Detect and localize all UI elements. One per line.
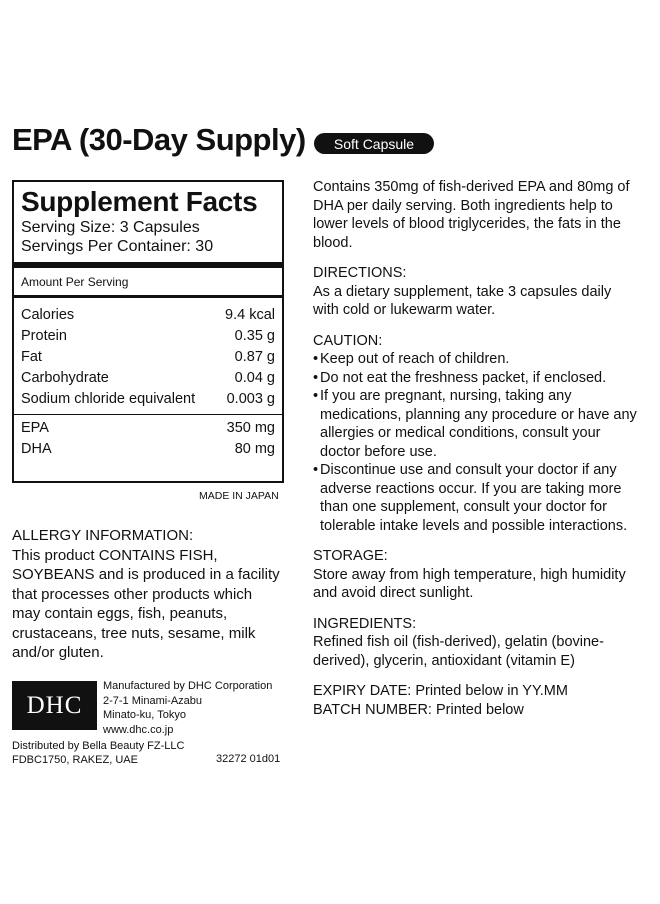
nutrient-name: Protein xyxy=(21,328,67,344)
omega-name: DHA xyxy=(21,441,52,457)
omega-value: 350 mg xyxy=(226,420,275,436)
nutrient-row xyxy=(21,305,275,326)
directions-text: As a dietary supplement, take 3 capsules daily with cold or lukewarm water. xyxy=(313,283,612,318)
nutrient-value: 0.35 g xyxy=(234,328,275,344)
nutrient-row xyxy=(21,368,275,389)
nutrient-name: Sodium chloride equivalent xyxy=(21,391,196,407)
allergy-text: This product CONTAINS FISH, SOYBEANS and is produced in a facility that processes other products which may contain eggs, fish, peanuts, crustaceans, tree nuts, sesame, milk and/or gluten. xyxy=(12,546,280,661)
caution-item xyxy=(313,461,638,535)
bullet: • xyxy=(313,388,319,404)
product-info-column xyxy=(313,178,638,719)
servings-per-container: Servings Per Container: 30 xyxy=(21,238,214,255)
omega-row xyxy=(21,439,275,460)
intro-text: Contains 350mg of fish-derived EPA and 80mg of DHA per daily serving. Both ingredients help to lower levels of blood triglycerides, the fats in the blood. xyxy=(313,179,630,251)
nutrient-row xyxy=(21,347,275,368)
ingredients-text: Refined fish oil (fish-derived), gelatin (bovine-derived), glycerin, antioxidant (vitamin E) xyxy=(313,634,604,669)
caution-text: If you are pregnant, nursing, taking any medications, planning any procedure or have any allergies or medical conditions, consult your doctor before use. xyxy=(320,388,637,460)
allergy-heading: ALLERGY INFORMATION: xyxy=(12,527,194,544)
expiry-date: EXPIRY DATE: Printed below in YY.MM xyxy=(313,683,568,699)
omega-row xyxy=(21,418,275,439)
nutrient-value: 0.87 g xyxy=(234,349,275,365)
product-title: EPA (30-Day Supply) xyxy=(12,122,306,157)
manufacturer-line: 2-7-1 Minami-Azabu xyxy=(103,694,203,707)
nutrient-value: 0.04 g xyxy=(234,370,275,386)
product-code: 32272 01d01 xyxy=(216,753,281,765)
nutrient-value: 9.4 kcal xyxy=(225,307,275,323)
directions-heading: DIRECTIONS: xyxy=(313,265,407,281)
omega-list xyxy=(21,415,275,460)
bullet: • xyxy=(313,351,319,367)
dhc-logo: DHC xyxy=(12,681,97,730)
caution-list xyxy=(313,350,638,535)
nutrient-name: Calories xyxy=(21,307,75,323)
storage-text: Store away from high temperature, high humidity and avoid direct sunlight. xyxy=(313,566,626,601)
manufacturer-line: www.dhc.co.jp xyxy=(103,723,174,736)
nutrient-row xyxy=(21,326,275,347)
distributor-line: FDBC1750, RAKEZ, UAE xyxy=(12,754,138,766)
distributor-info xyxy=(12,739,184,767)
storage-heading: STORAGE: xyxy=(313,548,388,564)
caution-item xyxy=(313,369,638,388)
allergy-section xyxy=(12,526,282,663)
caution-text: Keep out of reach of children. xyxy=(320,351,510,367)
nutrient-list xyxy=(21,298,275,414)
nutrient-name: Fat xyxy=(21,349,42,365)
caution-heading: CAUTION: xyxy=(313,332,383,349)
bullet: • xyxy=(313,369,319,386)
nutrient-value: 0.003 g xyxy=(226,391,275,407)
distributor-line: Distributed by Bella Beauty FZ-LLC xyxy=(12,740,185,752)
manufacturer-line: Minato-ku, Tokyo xyxy=(103,709,186,721)
made-in-japan: MADE IN JAPAN xyxy=(199,490,279,502)
facts-heading: Supplement Facts xyxy=(21,186,258,217)
manufacturer-line: Manufactured by DHC Corporation xyxy=(103,680,273,692)
manufacturer-info xyxy=(103,679,272,737)
caution-item xyxy=(313,350,638,369)
bullet: • xyxy=(313,462,319,478)
caution-text: Discontinue use and consult your doctor if any adverse reactions occur. If you are taking more than one supplement, consult your doctor for tolerable intake levels and possible interactions. xyxy=(320,462,628,534)
batch-number: BATCH NUMBER: Printed below xyxy=(313,701,524,718)
soft-capsule-badge: Soft Capsule xyxy=(314,133,434,154)
omega-name: EPA xyxy=(21,420,49,436)
serving-size: Serving Size: 3 Capsules xyxy=(21,219,200,236)
omega-value: 80 mg xyxy=(234,441,275,457)
ingredients-heading: INGREDIENTS: xyxy=(313,615,417,632)
nutrient-name: Carbohydrate xyxy=(21,370,109,386)
caution-item xyxy=(313,387,638,461)
caution-text: Do not eat the freshness packet, if enclosed. xyxy=(320,369,607,386)
supplement-facts-panel xyxy=(12,180,284,483)
amount-per-serving: Amount Per Serving xyxy=(21,275,129,289)
nutrient-row xyxy=(21,389,275,410)
